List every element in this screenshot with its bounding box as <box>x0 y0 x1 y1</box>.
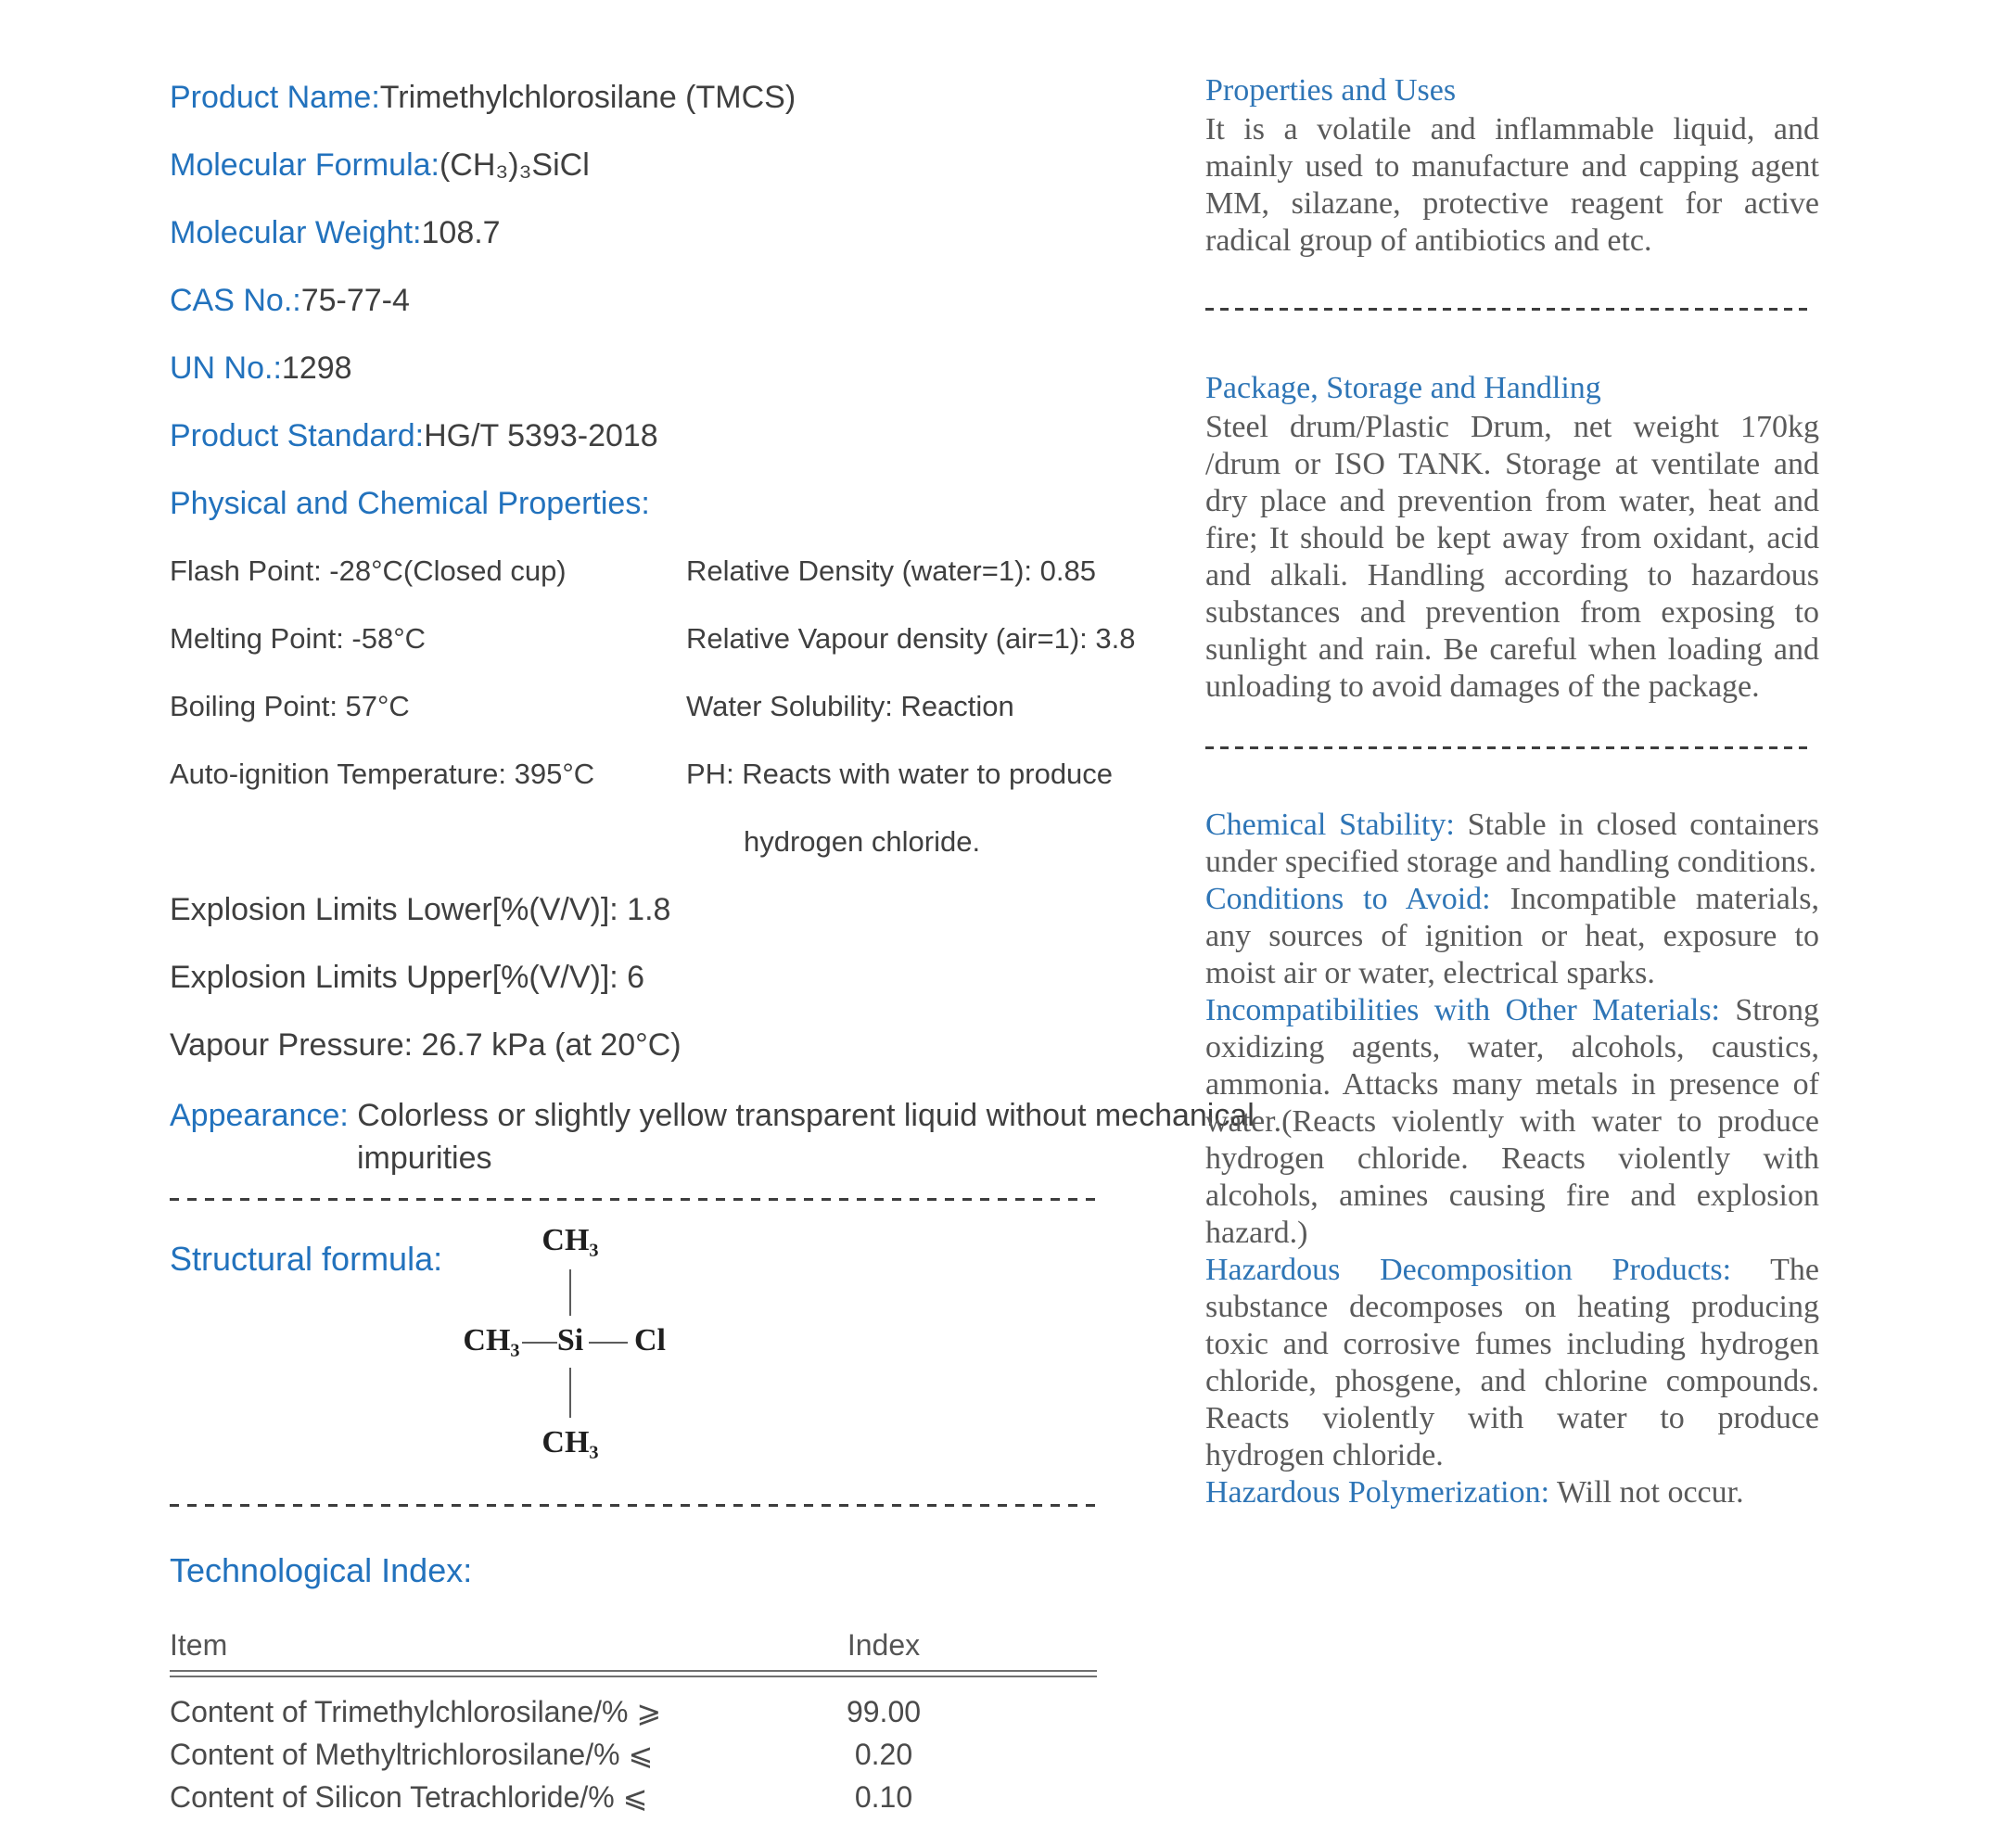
dashed-divider <box>170 1198 1102 1201</box>
field-label: Molecular Weight: <box>170 215 422 250</box>
chlorine-atom: Cl <box>634 1323 666 1357</box>
field-value: (CH₃)₃SiCl <box>439 147 590 183</box>
field-label: Product Name: <box>170 80 380 115</box>
field-molecular-formula <box>170 147 1194 184</box>
item-text: Stable in closed containers under specified storage and handling conditions. <box>1205 808 1820 879</box>
structural-formula-section <box>170 1223 1194 1485</box>
incompatibilities-item <box>1205 992 1819 1252</box>
table-header-rule <box>170 1670 1097 1677</box>
field-label: Molecular Formula: <box>170 147 440 183</box>
field-value: 108.7 <box>421 215 501 250</box>
property-row <box>170 620 1194 657</box>
property-ph-continuation: hydrogen chloride. <box>744 825 981 858</box>
bond-vertical-bottom <box>569 1368 571 1418</box>
property-vapour-density: Relative Vapour density (air=1): 3.8 <box>686 622 1136 655</box>
table-cell-index: 0.20 <box>854 1738 913 1771</box>
table-cell-item: Content of Silicon Tetrachloride/% ⩽ <box>170 1780 648 1814</box>
property-melting-point: Melting Point: -58°C <box>170 622 427 655</box>
structural-formula-heading: Structural formula: <box>170 1240 443 1278</box>
item-text: Will not occur. <box>1549 1475 1744 1510</box>
property-boiling-point: Boiling Point: 57°C <box>170 690 410 722</box>
field-product-name <box>170 79 1194 116</box>
property-ph: PH: Reacts with water to produce <box>686 758 1114 790</box>
package-storage-body: Steel drum/Plastic Drum, net weight 170kg /drum or ISO TANK. Storage at ventilate and dry place and prevention from water, heat and fire; It should be kept away from oxidant, acid and alkali. Handling according to hazardous substances and prevention from exposing to sunlight and rain. Be careful when loading and unloading to avoid damages of the package. <box>1205 410 1819 704</box>
structural-formula-diagram <box>463 1223 737 1501</box>
property-row <box>170 688 1194 725</box>
field-value: HG/T 5393-2018 <box>424 418 658 453</box>
dashed-divider <box>1205 308 1813 311</box>
column-header-item: Item <box>170 1628 228 1662</box>
property-row <box>170 823 1194 860</box>
properties-and-uses-heading: Properties and Uses <box>1205 73 1457 108</box>
field-value: 75-77-4 <box>300 283 410 318</box>
table-header-row <box>170 1627 1097 1663</box>
physical-properties-grid <box>170 553 1194 860</box>
right-column <box>1205 72 1819 1511</box>
technological-index-table <box>170 1627 1097 1818</box>
vapour-pressure: Vapour Pressure: 26.7 kPa (at 20°C) <box>170 1027 682 1063</box>
property-relative-density: Relative Density (water=1): 0.85 <box>686 554 1096 587</box>
item-text: The substance decomposes on heating producing toxic and corrosive fumes including hydrogen chloride, phosgene, and chlorine compounds. Reacts violently with water to produce hydrogen chloride. <box>1205 1253 1820 1472</box>
property-row <box>170 756 1194 793</box>
item-text: Incompatible materials, any sources of ignition or heat, exposure to moist air or water, electrical sparks. <box>1205 882 1819 990</box>
explosion-limit-lower: Explosion Limits Lower[%(V/V)]: 1.8 <box>170 892 671 927</box>
stability-section <box>1205 807 1819 1511</box>
conditions-to-avoid-item <box>1205 881 1819 992</box>
property-water-solubility: Water Solubility: Reaction <box>686 690 1014 722</box>
dashed-divider <box>170 1504 1102 1507</box>
field-value: 1298 <box>281 350 352 386</box>
table-row <box>170 1733 1097 1776</box>
property-flash-point: Flash Point: -28°C(Closed cup) <box>170 554 567 587</box>
appearance-label: Appearance: <box>170 1098 349 1133</box>
methyl-group-top: CH₃ <box>541 1223 599 1257</box>
item-label: Incompatibilities with Other Materials: <box>1205 993 1721 1027</box>
item-text: Strong oxidizing agents, water, alcohols, caustics, ammonia. Attacks many metals in presence of water.(Reacts violently with water to produce hydrogen chloride. Reacts violently with alcohols, amines causing fire and explosion hazard.) <box>1205 993 1819 1250</box>
dashed-divider <box>1205 746 1813 749</box>
methyl-group-bottom: CH₃ <box>541 1425 599 1459</box>
physical-properties-heading: Physical and Chemical Properties: <box>170 486 650 521</box>
field-cas-no <box>170 282 1194 319</box>
field-label: CAS No.: <box>170 283 301 318</box>
bond-vertical-top <box>569 1269 571 1316</box>
technological-index-heading: Technological Index: <box>170 1551 473 1589</box>
appearance-field <box>170 1094 1270 1179</box>
field-value: Trimethylchlorosilane (TMCS) <box>379 80 796 115</box>
table-cell-item: Content of Methyltrichlorosilane/% ⩽ <box>170 1738 654 1771</box>
field-label: UN No.: <box>170 350 282 386</box>
item-label: Chemical Stability: <box>1205 808 1455 842</box>
property-auto-ignition: Auto-ignition Temperature: 395°C <box>170 758 595 790</box>
item-label: Conditions to Avoid: <box>1205 882 1491 916</box>
table-body <box>170 1690 1097 1818</box>
appearance-value: Colorless or slightly yellow transparent liquid without mechanical impurities <box>348 1098 1255 1176</box>
chemical-stability-item <box>1205 807 1819 881</box>
table-cell-item: Content of Trimethylchlorosilane/% ⩾ <box>170 1695 662 1728</box>
field-un-no <box>170 350 1194 387</box>
table-cell-index: 0.10 <box>854 1780 913 1814</box>
table-row <box>170 1690 1097 1733</box>
item-label: Hazardous Polymerization: <box>1205 1475 1550 1510</box>
hazardous-decomposition-item <box>1205 1252 1819 1474</box>
methyl-group-left: CH₃ <box>463 1323 520 1357</box>
item-label: Hazardous Decomposition Products: <box>1205 1253 1732 1287</box>
field-label: Product Standard: <box>170 418 425 453</box>
bond-horizontal-left <box>522 1342 557 1344</box>
package-storage-heading: Package, Storage and Handling <box>1205 371 1601 405</box>
explosion-limit-upper: Explosion Limits Upper[%(V/V)]: 6 <box>170 960 645 995</box>
table-row <box>170 1776 1097 1818</box>
bond-horizontal-right <box>589 1342 628 1344</box>
table-cell-index: 99.00 <box>846 1695 922 1728</box>
hazardous-polymerization-item <box>1205 1474 1819 1511</box>
silicon-atom: Si <box>556 1323 584 1357</box>
field-product-standard <box>170 417 1194 454</box>
column-header-index: Index <box>847 1628 921 1662</box>
properties-and-uses-body: It is a volatile and inflammable liquid, and mainly used to manufacture and capping agent MM, silazane, protective reagent for active radical group of antibiotics and etc. <box>1205 112 1819 258</box>
left-column <box>170 79 1255 1818</box>
field-molecular-weight <box>170 214 1194 251</box>
property-row <box>170 553 1194 590</box>
